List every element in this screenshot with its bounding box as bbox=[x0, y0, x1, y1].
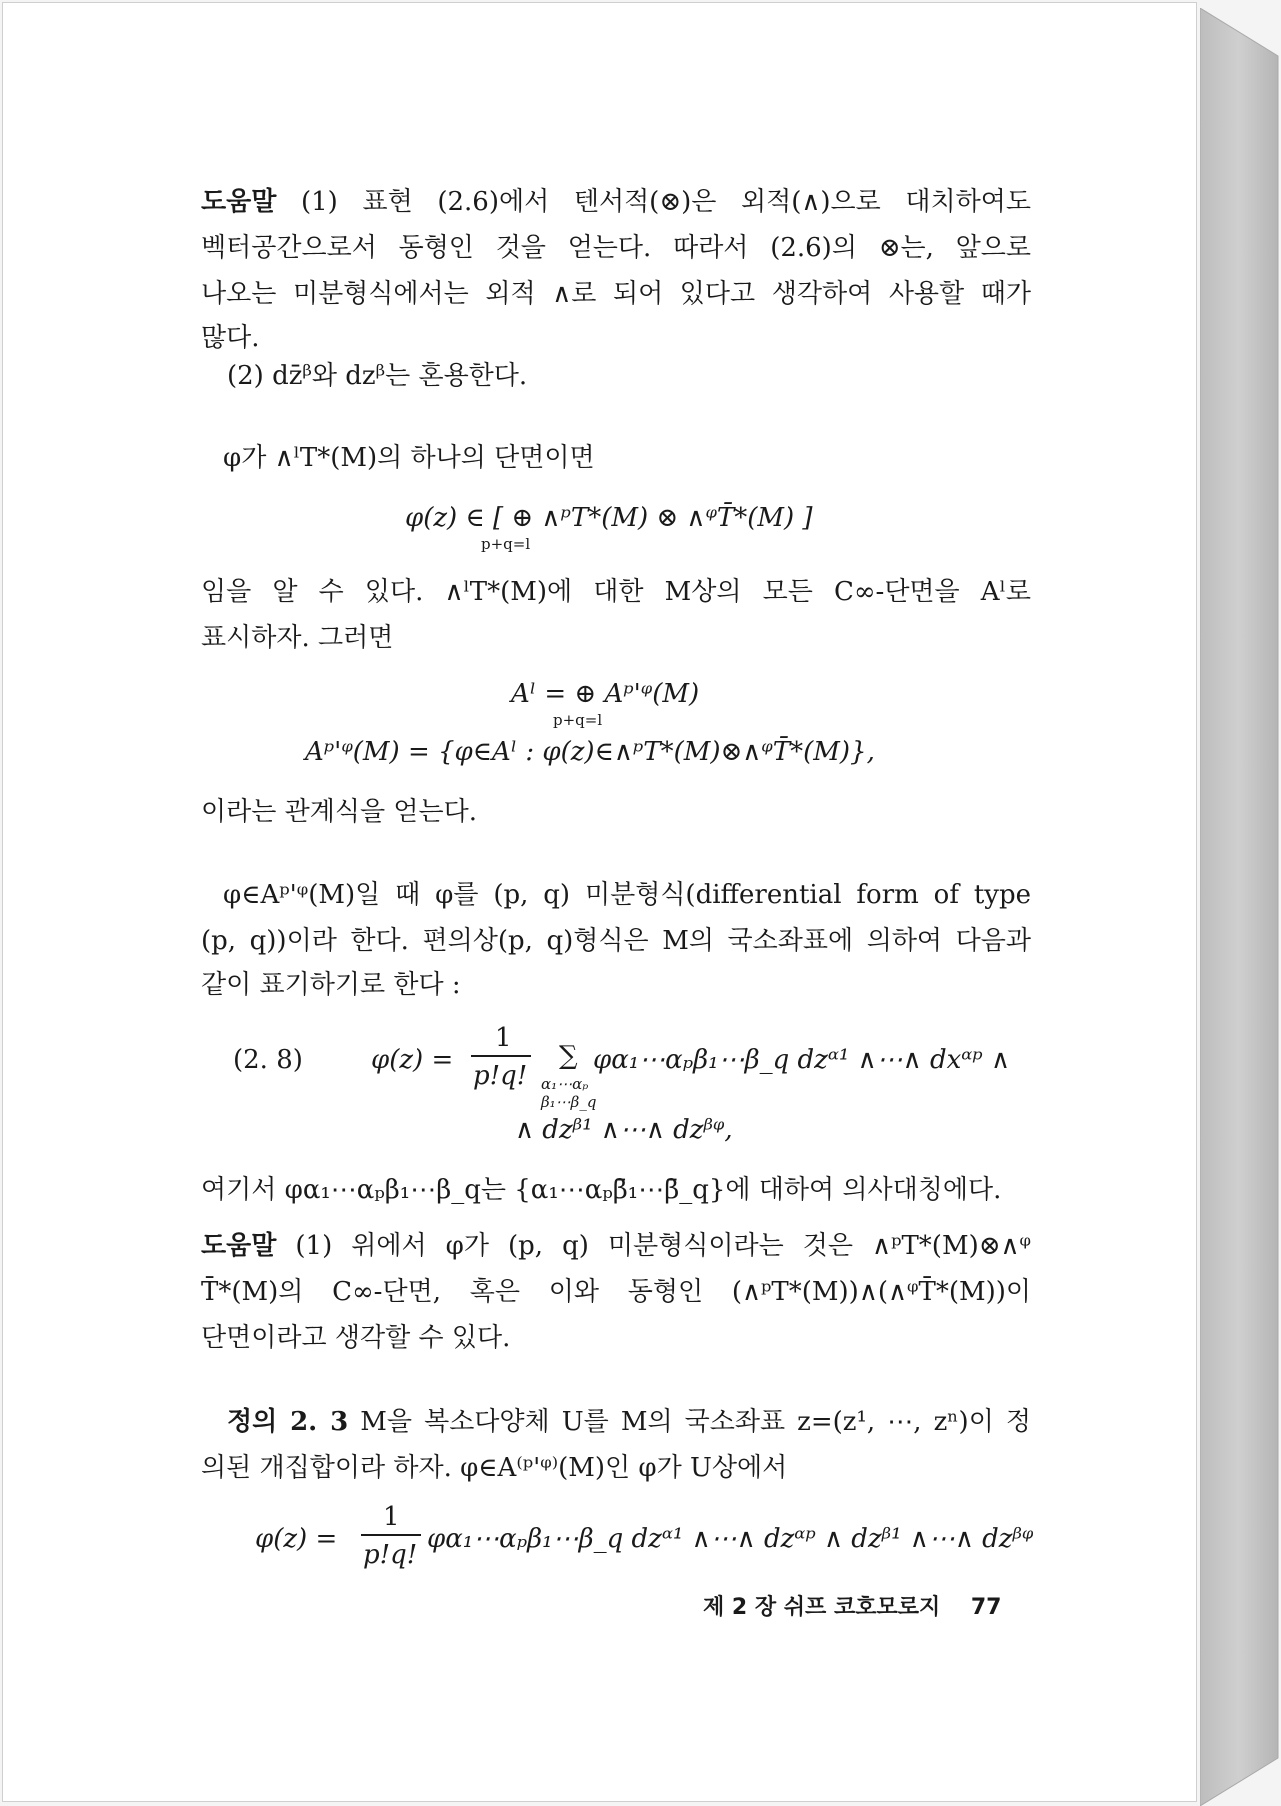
definition-text: M을 복소다양체 U를 M의 국소좌표 z=(z¹, ⋯, zⁿ)이 정 bbox=[360, 1407, 1031, 1437]
eq-2-8-sum-sub1: α₁⋯αₚ bbox=[541, 1075, 589, 1093]
section2-line4: 여기서 φα₁⋯αₚβ₁⋯β_q는 {α₁⋯αₚβ̄₁⋯β̄_q}에 대하여 의사대칭에다. bbox=[201, 1175, 1002, 1205]
book-side-shape bbox=[1200, 8, 1281, 1806]
eq-2-8-denominator: p!q! bbox=[473, 1061, 528, 1091]
eq-2-8-rhs: φα₁⋯αₚβ₁⋯β_q dzᵅ¹ ∧⋯∧ dxᵅᵖ ∧ bbox=[593, 1045, 1011, 1075]
remark2-line3: 단면이라고 생각할 수 있다. bbox=[201, 1323, 511, 1353]
section1-eq1-sub: p+q=l bbox=[481, 535, 531, 553]
definition-eq-lhs: φ(z) = bbox=[255, 1524, 338, 1554]
remark1-line1 bbox=[201, 185, 1031, 219]
remark1-line4: 많다. bbox=[201, 323, 260, 353]
section1-line1: 임을 알 수 있다. ∧ˡT*(M)에 대한 M상의 모든 C∞-단면을 Aˡ로 bbox=[201, 577, 1031, 607]
section2-line3: 같이 표기하기로 한다 : bbox=[201, 970, 461, 1000]
section1-eq2: Aˡ = ⊕ Aᵖ'ᵠ(M) bbox=[511, 679, 700, 709]
eq-2-8-numerator: 1 bbox=[495, 1023, 512, 1053]
section1-intro: φ가 ∧ˡT*(M)의 하나의 단면이면 bbox=[223, 443, 595, 473]
definition-eq-fraction-bar bbox=[361, 1534, 421, 1536]
eq-2-8-sum-sub2: β₁⋯β_q bbox=[541, 1093, 597, 1111]
remark1-text: (1) 표현 (2.6)에서 텐서적(⊗)은 외적(∧)으로 대치하여도 bbox=[301, 187, 1031, 217]
eq-2-8-label: (2. 8) bbox=[233, 1045, 303, 1075]
remark1-line2: 벡터공간으로서 동형인 것을 얻는다. 따라서 (2.6)의 ⊗는, 앞으로 bbox=[201, 233, 1031, 263]
section2-line2: (p, q))이라 한다. 편의상(p, q)형식은 M의 국소좌표에 의하여 다음과 bbox=[201, 926, 1031, 956]
eq-2-8-lhs: φ(z) = bbox=[371, 1045, 454, 1075]
definition-line2: 의된 개집합이라 하자. φ∈A⁽ᵖ'ᵠ⁾(M)인 φ가 U상에서 bbox=[201, 1453, 788, 1483]
section1-eq1: φ(z) ∈ [ ⊕ ∧ᵖT*(M) ⊗ ∧ᵠT̄*(M) ] bbox=[405, 503, 813, 533]
definition-heading: 정의 2. 3 bbox=[227, 1407, 349, 1437]
remark2-heading: 도움말 bbox=[201, 1231, 277, 1261]
remark2-text: (1) 위에서 φ가 (p, q) 미분형식이라는 것은 ∧ᵖT*(M)⊗∧ᵠ bbox=[295, 1231, 1031, 1261]
chapter-title: 제 2 장 쉬프 코호모로지 bbox=[703, 1595, 941, 1620]
remark1-line3: 나오는 미분형식에서는 외적 ∧로 되어 있다고 생각하여 사용할 때가 bbox=[201, 279, 1031, 309]
page-footer bbox=[703, 1590, 1001, 1621]
section1-eq2-sub: p+q=l bbox=[553, 711, 603, 729]
section1-line2: 표시하자. 그러면 bbox=[201, 623, 394, 653]
remark1-line5: (2) dz̄ᵝ와 dzᵝ는 혼용한다. bbox=[227, 361, 528, 391]
section1-line3: 이라는 관계식을 얻는다. bbox=[201, 797, 477, 827]
section2-line1: φ∈Aᵖ'ᵠ(M)일 때 φ를 (p, q) 미분형식(differential form of type bbox=[223, 880, 1031, 910]
page-number: 77 bbox=[970, 1595, 1002, 1620]
definition-line1 bbox=[227, 1405, 1031, 1439]
eq-2-8-rhs2: ∧ dzᵝ¹ ∧⋯∧ dzᵝᵠ, bbox=[515, 1115, 733, 1145]
definition-eq-numerator: 1 bbox=[383, 1502, 400, 1532]
eq-2-8-fraction-bar bbox=[471, 1055, 531, 1057]
definition-eq-denominator: p!q! bbox=[363, 1540, 418, 1570]
remark1-heading: 도움말 bbox=[201, 187, 277, 217]
eq-2-8-sum: ∑ bbox=[559, 1041, 578, 1071]
remark2-line2: T̄*(M)의 C∞-단면, 혹은 이와 동형인 (∧ᵖT*(M))∧(∧ᵠT̄*(M))이 bbox=[201, 1277, 1031, 1307]
book-page bbox=[2, 2, 1197, 1802]
definition-eq-rhs: φα₁⋯αₚβ₁⋯β_q dzᵅ¹ ∧⋯∧ dzᵅᵖ ∧ dzᵝ¹ ∧⋯∧ dzᵝᵠ bbox=[427, 1524, 1034, 1554]
section1-eq3: Aᵖ'ᵠ(M) = {φ∈Aˡ : φ(z)∈∧ᵖT*(M)⊗∧ᵠT̄*(M)}, bbox=[305, 737, 875, 767]
remark2-line1 bbox=[201, 1229, 1031, 1263]
